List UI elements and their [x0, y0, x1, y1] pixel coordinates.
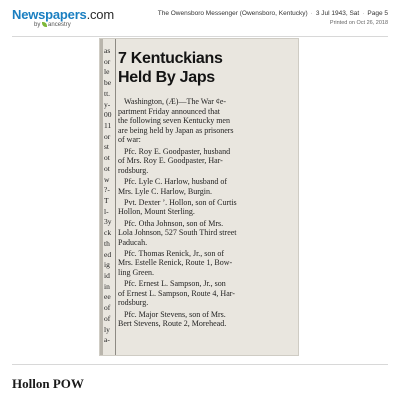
- article-text-line: Pfc. Major Stevens, son of Mrs.: [118, 309, 226, 319]
- article-text-line: of Ernest L. Sampson, Route 4, Har-: [118, 288, 235, 298]
- adjacent-column-fragments: [103, 39, 114, 356]
- column-fragment: th: [104, 238, 110, 248]
- article-text-line: Washington, (Æ)—The War ¢e-: [118, 97, 227, 106]
- column-fragment: be: [104, 78, 112, 88]
- logo-byline-prefix: by: [34, 22, 41, 29]
- prisoner-entry: [118, 198, 296, 217]
- separator: ·: [362, 10, 365, 17]
- prisoner-entry: [118, 279, 296, 308]
- article-headline: [118, 49, 296, 87]
- article-text-line: Mrs. Lyle C. Harlow, Burgin.: [118, 186, 212, 196]
- column-fragment: id: [104, 271, 110, 280]
- column-fragment: of: [104, 303, 111, 313]
- column-fragment: y-: [104, 99, 111, 109]
- article-text-line: ling Green.: [118, 268, 154, 278]
- publication-date: 3 Jul 1943, Sat: [315, 10, 360, 17]
- prisoner-entry: [118, 249, 296, 278]
- column-fragment: in: [104, 281, 110, 291]
- top-bar: [0, 0, 400, 34]
- article-text-line: Paducah.: [118, 237, 148, 247]
- column-fragment: ly: [104, 324, 110, 334]
- column-fragment: ck: [104, 228, 112, 238]
- newspaper-clipping: [99, 38, 299, 356]
- logo-wordmark: [12, 7, 114, 22]
- column-fragment: ?-: [104, 185, 110, 195]
- prisoner-entry: [118, 310, 296, 329]
- article-text-line: Pfc. Lyle C. Harlow, husband of: [118, 176, 228, 186]
- separator: ·: [310, 10, 313, 17]
- article-text-line: are being held by Japan as prisoners: [118, 125, 234, 135]
- column-fragment: ig: [104, 260, 110, 270]
- prisoner-entry: [118, 219, 296, 248]
- headline-line: Held By Japs: [118, 69, 215, 86]
- column-fragment: ee: [104, 292, 111, 302]
- ancestry-leaf-icon: [42, 22, 47, 27]
- column-fragment: a-: [104, 335, 110, 345]
- column-fragment: 11: [104, 121, 112, 130]
- prisoner-entry: [118, 177, 296, 196]
- logo-primary-text: Newspapers: [12, 7, 87, 22]
- article-text-line: the following seven Kentucky men: [118, 116, 230, 126]
- column-fragment: of: [104, 313, 111, 323]
- article-text-line: Pfc. Roy E. Goodpaster, husband: [118, 146, 231, 156]
- column-fragment: st: [104, 142, 110, 152]
- article-intro-paragraph: [118, 97, 296, 145]
- column-fragment: le: [104, 67, 110, 77]
- article-text-line: Mrs. Estelle Renick, Route 1, Bow-: [118, 258, 233, 268]
- column-fragment: as: [104, 46, 111, 55]
- column-fragment: l-: [104, 206, 109, 216]
- article-text-line: Pfc. Thomas Renick, Jr., son of: [118, 248, 225, 258]
- printed-on-date: Printed on Oct 26, 2018: [329, 20, 388, 26]
- article-text-line: of war:: [118, 135, 141, 145]
- article-text-line: Pfc. Otha Johnson, son of Mrs.: [118, 218, 224, 228]
- article-body: [118, 97, 296, 330]
- publication-name: The Owensboro Messenger (Owensboro, Kentucky): [157, 10, 308, 17]
- article-text-line: partment Friday announced that: [118, 106, 220, 116]
- caption-divider: [12, 364, 388, 365]
- paragraph-gap: [118, 329, 296, 331]
- column-rule: [115, 39, 116, 356]
- prisoner-entry: [118, 147, 296, 176]
- logo-suffix-text: .com: [86, 7, 114, 22]
- article-text-line: rodsburg.: [118, 165, 149, 175]
- clipping-source-info: [158, 10, 388, 26]
- clipping-title: Hollon POW: [12, 376, 84, 391]
- article-text-line: of Mrs. Roy E. Goodpaster, Har-: [118, 156, 223, 166]
- article-text-line: Hollon, Mount Sterling.: [118, 207, 195, 217]
- article-text-line: Pvt. Dexter ’. Hollon, son of Curtis: [118, 197, 237, 207]
- newspapers-logo[interactable]: [12, 7, 114, 31]
- column-fragment: 00: [104, 110, 112, 120]
- column-fragment: ed: [104, 249, 112, 259]
- column-fragment: ot: [104, 163, 110, 173]
- column-fragment: w: [104, 174, 110, 184]
- logo-byline: [34, 22, 71, 28]
- column-fragment: tt.: [104, 88, 111, 98]
- article-text-line: rodsburg.: [118, 298, 149, 308]
- column-fragment: 3y: [104, 217, 112, 227]
- logo-byline-brand: ancestry: [48, 22, 71, 29]
- source-line: [158, 10, 388, 17]
- article-text-line: Pfc. Ernest L. Sampson, Jr., son: [118, 279, 226, 289]
- article-text-line: Bert Stevens, Route 2, Morehead.: [118, 319, 227, 329]
- headline-line: 7 Kentuckians: [118, 50, 223, 67]
- column-fragment: T: [104, 196, 109, 205]
- column-fragment: ot: [104, 153, 110, 163]
- page-number: Page 5: [367, 10, 388, 17]
- header-divider: [12, 36, 388, 37]
- article-text-line: Lola Johnson, 527 South Third street: [118, 228, 237, 238]
- column-fragment: or: [104, 56, 111, 66]
- column-fragment: or: [104, 131, 111, 141]
